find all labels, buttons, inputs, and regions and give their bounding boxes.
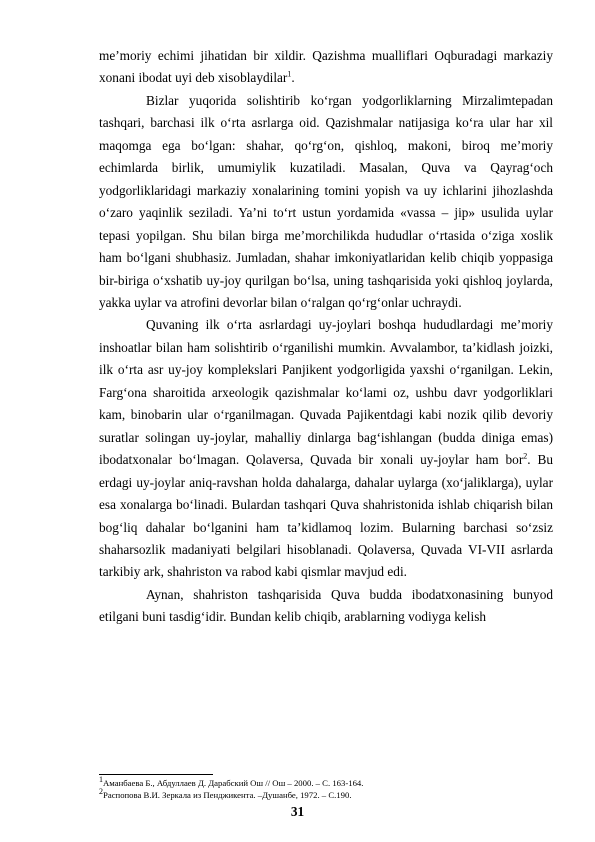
footnote-mark: 1 bbox=[99, 775, 103, 785]
paragraph-3 bbox=[99, 314, 553, 583]
paragraph-text-tail: . bbox=[291, 70, 295, 86]
body-text bbox=[99, 45, 553, 629]
footnote-ref-2[interactable]: 2 bbox=[523, 451, 528, 461]
paragraph-text: me’moriy echimi jihatidan bir xildir. Qazishma mualliflari Oqburadagi markaziy xonani ibodat uyi deb xisoblaydilar bbox=[99, 48, 553, 86]
paragraph-4 bbox=[99, 584, 553, 629]
paragraph-text: Bizlar yuqorida solishtirib ko‘rgan yodgorliklarning Mirzalimtepadan tashqari, barchasi ilk o‘rta asrlarga oid. Qazishmalar natijasiga ko‘ra ular har xil maqomga ega bo‘lgan: shahar, qo‘rg‘on, qishloq, makoni, biroq me’moriy echimlarda birlik, umumiylik kuzatiladi. Masalan, Quva va Qayrag‘och yodgorliklaridagi markaziy xonalarining tomini yopish va uy ichlarini jihozlashda o‘zaro yaqinlik seziladi. Ya’ni to‘rt ustun yordamida «vassa – jip» usulida uylar tepasi yopilgan. Shu bilan birga me’morchilikda hududlar o‘rtasida o‘ziga xoslik ham bo‘lgani shubhasiz. Jumladan, shahar imkoniyatlaridan kelib chiqib yoppasiga bir-biriga o‘xshatib uy-joy qurilgan bo‘lsa, uning tashqarisida yoki qishloq joylarda, yakka uylar va atrofini devorlar bilan o‘ralgan qo‘rg‘onlar uchraydi. bbox=[99, 92, 553, 310]
footnotes bbox=[99, 777, 553, 801]
footnote-ref-1[interactable]: 1 bbox=[287, 70, 292, 80]
paragraph-text: Quvaning ilk o‘rta asrlardagi uy-joylari boshqa hududlardagi me’moriy inshoatlar bilan ham solishtirib o‘rganilishi mumkin. Avvalambor, ta’kidlash joizki, ilk o‘rta asr uy-joy komplekslari Panjikent yodgorligida yaxshi o‘rganilgan. Lekin, Farg‘ona sharoitida arxeologik qazishmalar ko‘lami oz, ushbu davr yodgorliklari kam, binobarin ular o‘rganilmagan. Quvada Pajikentdagi kabi nozik qilib devoriy suratlar solingan uy-joylar, mahalliy dinlarga bag‘ishlangan (budda diniga emas) ibodatxonalar bo‘lmagan. Qolaversa, Quvada bir xonali uy-joylar ham bor bbox=[99, 317, 553, 468]
footnote-text: Аманбаева Б., Абдуллаев Д. Дарабский Ош // Ош – 2000. – С. 163-164. bbox=[103, 778, 364, 788]
footnote-text: Распопова В.И. Зеркала из Пенджикента. –Душанбе, 1972. – С.190. bbox=[103, 790, 352, 800]
paragraph-1 bbox=[99, 45, 553, 90]
footnote-divider bbox=[99, 774, 213, 775]
paragraph-text-tail: . Bu erdagi uy-joylar aniq-ravshan holda dahalarga, dahalar uylarga (xo‘jaliklarga), uylar esa xonalarga bo‘linadi. Bulardan tashqari Quva shahristonida ishlab chiqarish bilan bog‘liq dahalar bo‘lganini ham ta’kidlamoq lozim. Bularning barchasi so‘zsiz shaharsozlik madaniyati belgilari hisoblanadi. Qolaversa, Quvada VI-VII asrlarda tarkibiy ark, shahriston va rabod kabi qismlar mavjud edi. bbox=[99, 452, 553, 580]
footnote-1 bbox=[99, 777, 553, 789]
paragraph-2 bbox=[99, 90, 553, 315]
footnote-2 bbox=[99, 789, 553, 801]
paragraph-text: Aynan, shahriston tashqarisida Quva budda ibodatxonasining bunyod etilgani buni tasdig‘idir. Bundan kelib chiqib, arablarning vodiyga kelish bbox=[99, 586, 553, 625]
footnote-mark: 2 bbox=[99, 787, 103, 797]
page-number: 31 bbox=[290, 804, 305, 819]
